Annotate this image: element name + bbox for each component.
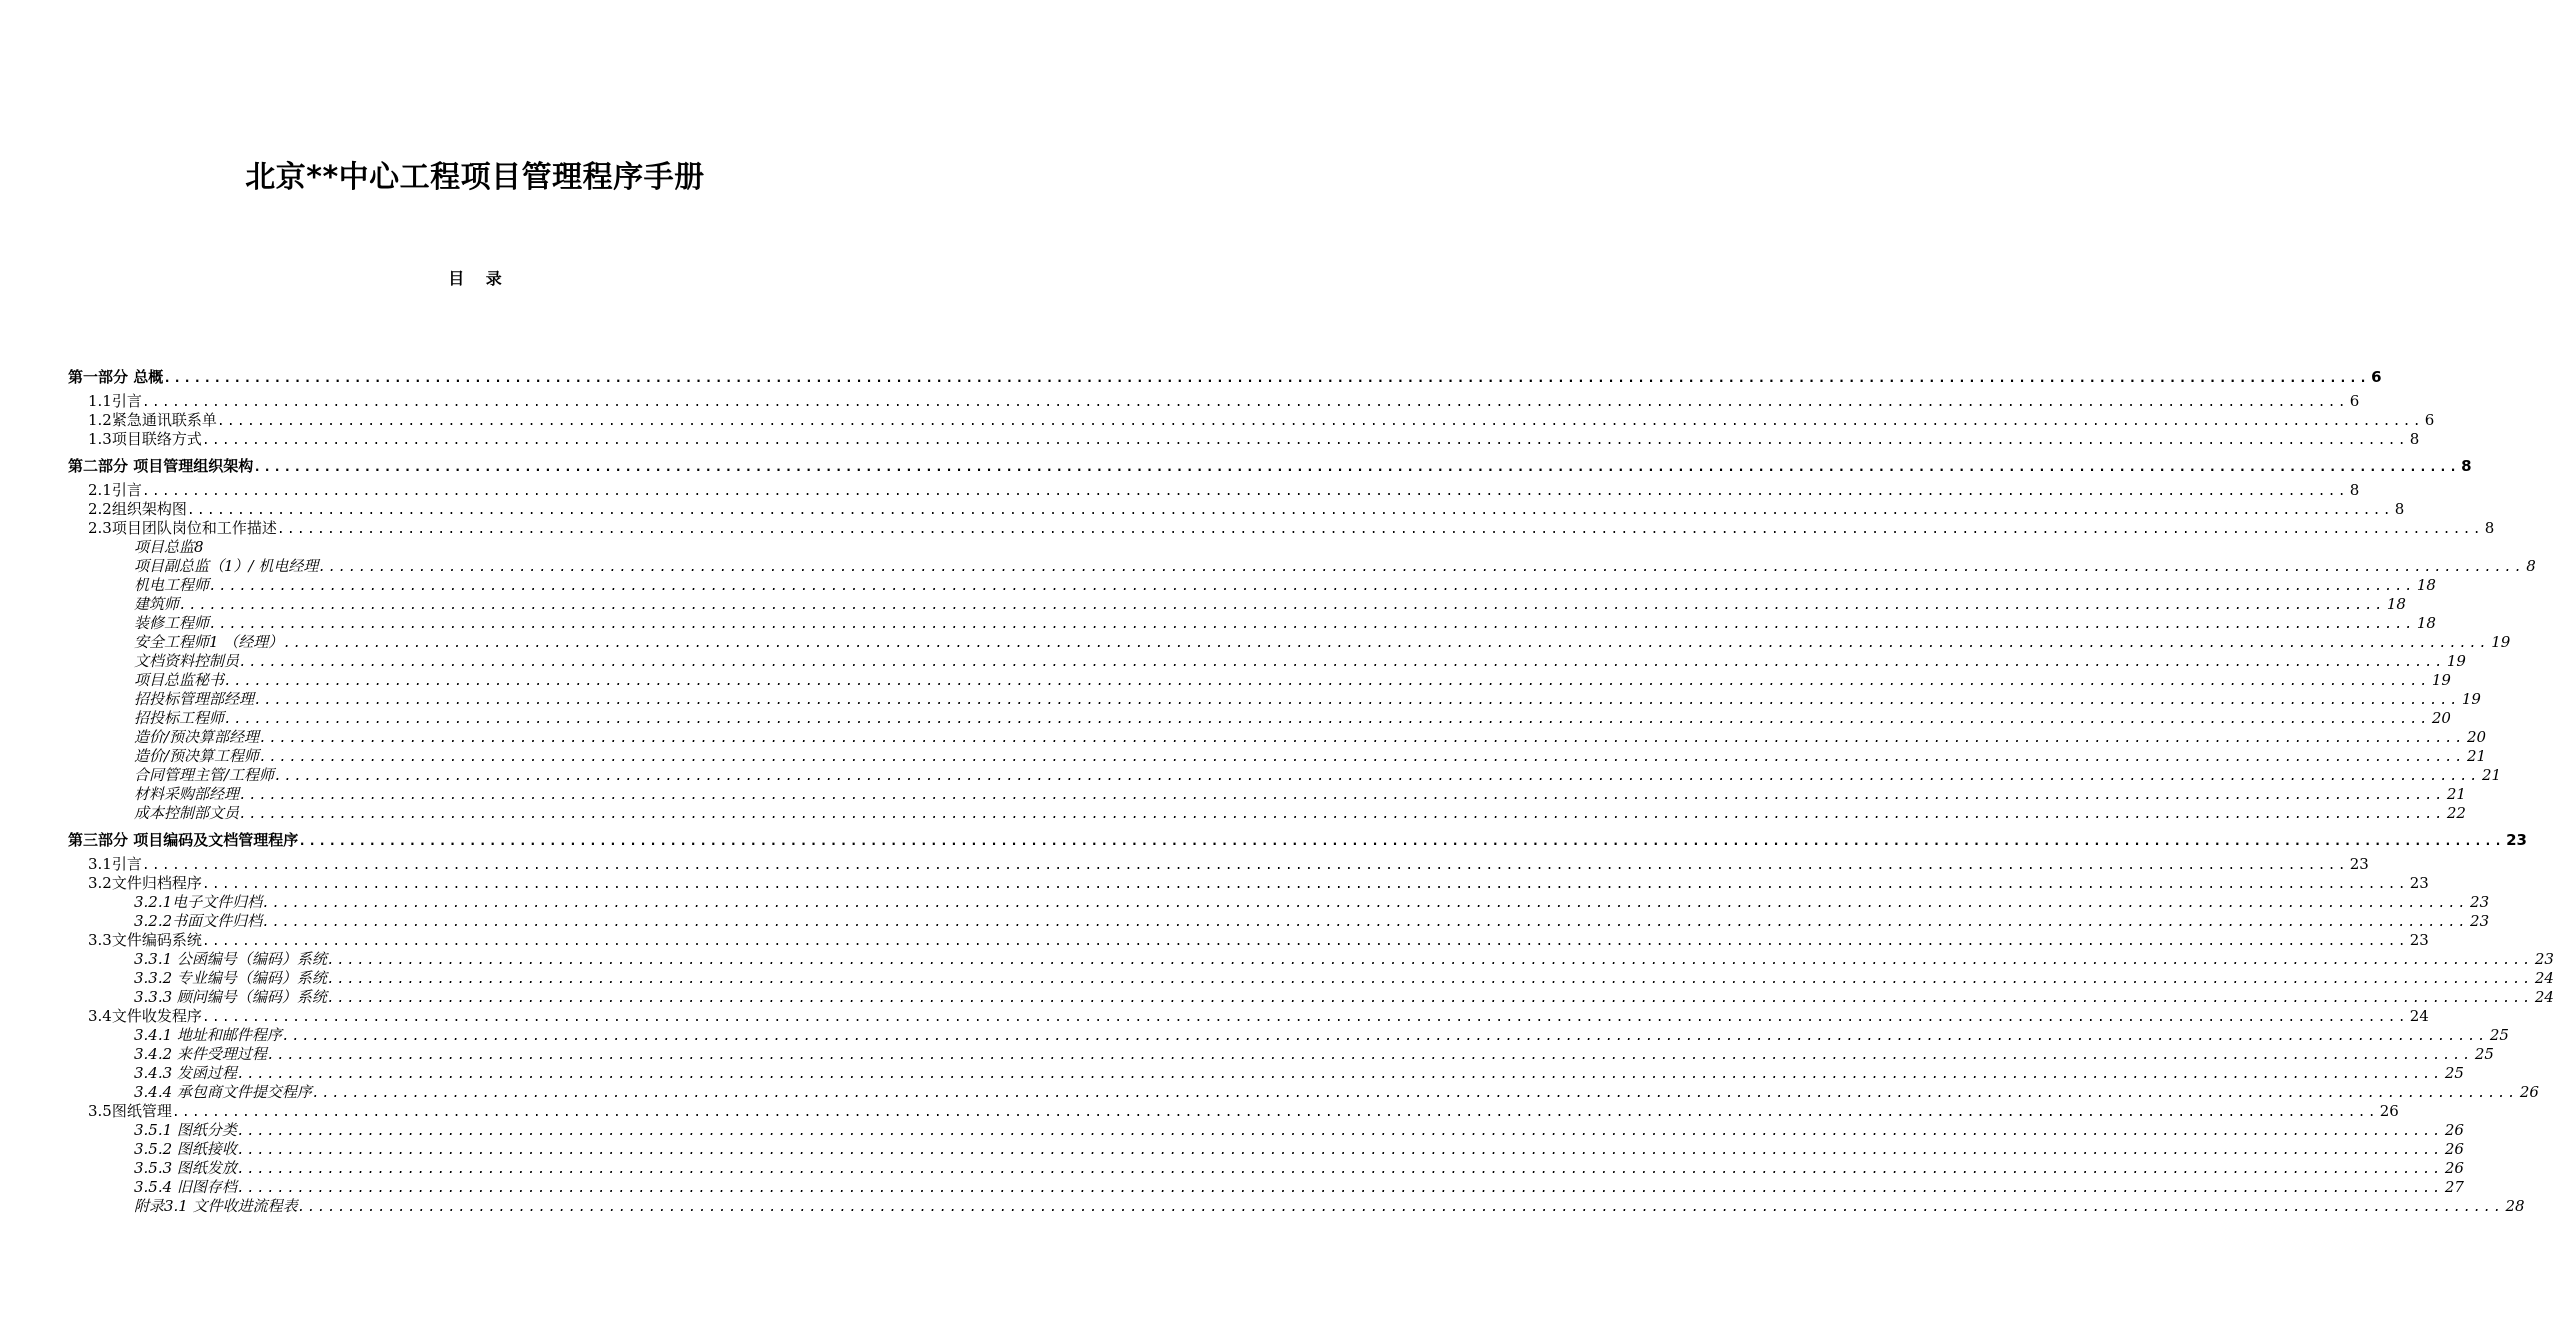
toc-entry-title: 造价/预决算部经理 [134, 728, 260, 746]
toc-dot-leader: ............................................................................................................................................................................................................................ [216, 414, 2423, 429]
toc-entry[interactable] [68, 893, 2490, 912]
toc-entry[interactable] [68, 804, 2466, 823]
toc-dot-leader: ............................................................................................................................................................................................................................ [209, 579, 2415, 594]
toc-entry-title: 1.3项目联络方式 [88, 430, 202, 448]
toc-entry-title: 招投标工程师 [134, 709, 225, 727]
toc-entry[interactable] [68, 1159, 2464, 1178]
toc-entry-page: 21 [2466, 747, 2487, 765]
toc-entry-title: 第一部分 总概 [68, 368, 164, 386]
toc-dot-leader: ............................................................................................................................................................................................................................ [254, 693, 2460, 708]
table-of-contents [68, 366, 2554, 1216]
toc-entry-page: 25 [2474, 1045, 2494, 1063]
toc-dot-leader: ............................................................................................................................................................................................................................ [253, 460, 2460, 475]
toc-entry[interactable] [68, 1102, 2399, 1121]
toc-dot-leader: ............................................................................................................................................................................................................................ [201, 1010, 2408, 1025]
toc-dot-leader: ............................................................................................................................................................................................................................ [259, 750, 2465, 765]
toc-entry[interactable] [68, 1007, 2429, 1026]
toc-dot-leader: ............................................................................................................................................................................................................................ [318, 560, 2525, 575]
toc-dot-leader: ............................................................................................................................................................................................................................ [209, 617, 2415, 632]
toc-entry[interactable] [68, 829, 2527, 851]
toc-entry[interactable] [68, 557, 2536, 576]
toc-entry-page: 19 [2491, 633, 2511, 651]
toc-dot-leader: ............................................................................................................................................................................................................................ [236, 1181, 2443, 1196]
toc-entry-page: 26 [2379, 1102, 2399, 1120]
toc-entry-title: 3.4.3 发函过程 [134, 1064, 237, 1082]
toc-entry-page: 19 [2446, 652, 2466, 670]
toc-dot-leader: ............................................................................................................................................................................................................................ [236, 1143, 2443, 1158]
toc-dot-leader: ............................................................................................................................................................................................................................ [283, 636, 2490, 651]
toc-entry-page: 8 [2484, 519, 2495, 537]
toc-entry-page: 23 [2409, 874, 2429, 892]
toc-entry[interactable] [68, 1178, 2464, 1197]
toc-entry[interactable] [68, 595, 2406, 614]
toc-dot-leader: ............................................................................................................................................................................................................................ [163, 371, 2370, 386]
toc-dot-leader: ............................................................................................................................................................................................................................ [171, 1105, 2378, 1120]
toc-entry-title: 2.1引言 [88, 481, 142, 499]
toc-entry-title: 第二部分 项目管理组织架构 [68, 457, 254, 475]
toc-entry-title: 3.3.2 专业编号（编码）系统 [134, 969, 327, 987]
toc-dot-leader: ............................................................................................................................................................................................................................ [201, 877, 2408, 892]
toc-entry[interactable] [68, 1197, 2525, 1216]
toc-entry-title: 3.5.2 图纸接收 [134, 1140, 237, 1158]
toc-entry[interactable] [68, 931, 2429, 950]
toc-dot-leader: ............................................................................................................................................................................................................................ [326, 972, 2533, 987]
toc-dot-leader: ............................................................................................................................................................................................................................ [236, 1162, 2443, 1177]
toc-entry-title: 3.4文件收发程序 [88, 1007, 202, 1025]
toc-entry-title: 3.5图纸管理 [88, 1102, 172, 1120]
toc-entry-title: 3.2.1电子文件归档 [134, 893, 263, 911]
toc-entry[interactable] [68, 481, 2360, 500]
toc-entry-title: 3.3.1 公函编号（编码）系统 [134, 950, 327, 968]
toc-entry-page: 26 [2519, 1083, 2539, 1101]
document-title: 北京**中心工程项目管理程序手册 [245, 160, 705, 195]
toc-dot-leader: ............................................................................................................................................................................................................................ [262, 915, 2469, 930]
toc-entry[interactable] [68, 430, 2420, 449]
toc-entry-page: 8 [2349, 481, 2360, 499]
toc-entry-title: 附录3.1 文件收进流程表 [134, 1197, 298, 1215]
toc-entry-title: 文档资料控制员 [134, 652, 240, 670]
toc-entry[interactable] [68, 519, 2495, 538]
toc-entry-page: 6 [2371, 368, 2382, 386]
toc-entry[interactable] [68, 912, 2490, 931]
toc-entry-page: 19 [2431, 671, 2451, 689]
toc-entry-page: 24 [2534, 969, 2554, 987]
toc-dot-leader: ............................................................................................................................................................................................................................ [141, 858, 2348, 873]
toc-entry[interactable] [68, 1045, 2494, 1064]
toc-entry-page: 19 [2461, 690, 2481, 708]
toc-entry-title: 1.2紧急通讯联系单 [88, 411, 217, 429]
toc-entry-page: 20 [2431, 709, 2451, 727]
toc-entry[interactable] [68, 766, 2502, 785]
toc-dot-leader: ............................................................................................................................................................................................................................ [179, 598, 2385, 613]
toc-entry[interactable] [68, 366, 2382, 388]
toc-entry-page: 18 [2386, 595, 2406, 613]
toc-entry-page: 26 [2444, 1159, 2464, 1177]
toc-entry-title: 建筑师 [134, 595, 180, 613]
toc-entry[interactable] [68, 392, 2360, 411]
toc-entry-title: 机电工程师 [134, 576, 210, 594]
toc-entry-page: 8 [2526, 557, 2536, 575]
toc-entry-title: 安全工程师1 （经理） [134, 633, 284, 651]
toc-dot-leader: ............................................................................................................................................................................................................................ [298, 834, 2505, 849]
toc-entry-title: 造价/预决算工程师 [134, 747, 260, 765]
toc-dot-leader: ............................................................................................................................................................................................................................ [236, 1124, 2443, 1139]
toc-entry-page: 6 [2424, 411, 2435, 429]
toc-entry[interactable] [68, 690, 2481, 709]
toc-dot-leader: ............................................................................................................................................................................................................................ [186, 503, 2393, 518]
toc-entry-page: 23 [2349, 855, 2369, 873]
toc-entry-title: 3.5.1 图纸分类 [134, 1121, 237, 1139]
toc-entry[interactable] [68, 709, 2451, 728]
toc-entry-page: 24 [2534, 988, 2554, 1006]
toc-entry[interactable] [68, 671, 2451, 690]
toc-dot-leader: ............................................................................................................................................................................................................................ [297, 1200, 2504, 1215]
toc-dot-leader: ............................................................................................................................................................................................................................ [236, 1067, 2443, 1082]
toc-heading [0, 266, 950, 289]
toc-entry[interactable] [68, 1121, 2464, 1140]
toc-entry-title: 3.4.2 来件受理过程 [134, 1045, 267, 1063]
toc-entry-title: 合同管理主管/工程师 [134, 766, 275, 784]
toc-entry-page: 18 [2416, 614, 2436, 632]
toc-entry-title: 3.2.2书面文件归档 [134, 912, 263, 930]
toc-entry[interactable] [68, 855, 2369, 874]
toc-dot-leader: ............................................................................................................................................................................................................................ [239, 788, 2445, 803]
toc-entry[interactable] [68, 538, 790, 557]
toc-entry-title: 3.4.4 承包商文件提交程序 [134, 1083, 312, 1101]
toc-entry-page: 23 [2534, 950, 2554, 968]
toc-entry-title: 成本控制部文员 [134, 804, 240, 822]
toc-entry-page: 22 [2446, 804, 2466, 822]
toc-entry[interactable] [68, 633, 2511, 652]
toc-dot-leader: ............................................................................................................................................................................................................................ [141, 484, 2348, 499]
toc-entry-page: 28 [2505, 1197, 2525, 1215]
toc-dot-leader: ............................................................................................................................................................................................................................ [311, 1086, 2518, 1101]
toc-entry-page: 21 [2446, 785, 2466, 803]
toc-entry-title: 项目副总监（1）/ 机电经理 [134, 557, 319, 575]
toc-dot-leader: ............................................................................................................................................................................................................................ [239, 807, 2445, 822]
toc-entry-page: 26 [2444, 1121, 2464, 1139]
toc-entry-title: 项目总监8 [134, 538, 204, 556]
toc-entry[interactable] [68, 576, 2436, 595]
toc-entry[interactable] [68, 1064, 2464, 1083]
toc-dot-leader: ............................................................................................................................................................................................................................ [276, 522, 2483, 537]
toc-entry[interactable] [68, 728, 2487, 747]
toc-entry-title: 1.1引言 [88, 392, 142, 410]
toc-entry-page: 8 [2461, 457, 2472, 475]
toc-dot-leader: ............................................................................................................................................................................................................................ [326, 953, 2533, 968]
toc-dot-leader: ............................................................................................................................................................................................................................ [262, 896, 2469, 911]
toc-entry-page: 8 [2409, 430, 2420, 448]
toc-entry-page: 23 [2409, 931, 2429, 949]
toc-entry-title: 3.1引言 [88, 855, 142, 873]
toc-entry-page: 23 [2470, 912, 2490, 930]
toc-dot-leader: ............................................................................................................................................................................................................................ [201, 934, 2408, 949]
toc-dot-leader: ............................................................................................................................................................................................................................ [239, 655, 2445, 670]
toc-entry[interactable] [68, 411, 2435, 430]
toc-entry-title: 招投标管理部经理 [134, 690, 255, 708]
toc-dot-leader: ............................................................................................................................................................................................................................ [259, 731, 2465, 746]
toc-entry-page: 18 [2416, 576, 2436, 594]
toc-entry[interactable] [68, 969, 2554, 988]
toc-entry[interactable] [68, 950, 2554, 969]
toc-dot-leader: ............................................................................................................................................................................................................................ [326, 991, 2533, 1006]
toc-entry-title: 3.5.4 旧图存档 [134, 1178, 237, 1196]
toc-entry[interactable] [68, 652, 2466, 671]
toc-entry-title: 3.3文件编码系统 [88, 931, 202, 949]
toc-dot-leader: ............................................................................................................................................................................................................................ [141, 395, 2348, 410]
toc-dot-leader: ............................................................................................................................................................................................................................ [274, 769, 2480, 784]
toc-entry-title: 3.2文件归档程序 [88, 874, 202, 892]
toc-entry-page: 25 [2444, 1064, 2464, 1082]
toc-entry-title: 2.2组织架构图 [88, 500, 187, 518]
toc-entry-title: 3.5.3 图纸发放 [134, 1159, 237, 1177]
toc-entry[interactable] [68, 874, 2429, 893]
toc-entry-title: 装修工程师 [134, 614, 210, 632]
toc-entry-title: 3.4.1 地址和邮件程序 [134, 1026, 282, 1044]
toc-entry[interactable] [68, 500, 2405, 519]
toc-entry-title: 项目总监秘书 [134, 671, 225, 689]
toc-entry-page: 21 [2481, 766, 2502, 784]
toc-entry-title: 材料采购部经理 [134, 785, 240, 803]
toc-entry[interactable] [68, 988, 2554, 1007]
toc-entry-title: 2.3项目团队岗位和工作描述 [88, 519, 277, 537]
toc-entry-page: 23 [2470, 893, 2490, 911]
toc-entry[interactable] [68, 455, 2472, 477]
toc-entry-title: 第三部分 项目编码及文档管理程序 [68, 831, 299, 849]
toc-entry-page: 6 [2349, 392, 2360, 410]
toc-entry-page: 8 [2394, 500, 2405, 518]
toc-entry[interactable] [68, 1083, 2539, 1102]
toc-dot-leader: ............................................................................................................................................................................................................................ [224, 674, 2430, 689]
toc-entry-page: 23 [2506, 831, 2527, 849]
toc-entry[interactable] [68, 785, 2466, 804]
toc-entry-title: 3.3.3 顾问编号（编码）系统 [134, 988, 327, 1006]
toc-dot-leader: ............................................................................................................................................................................................................................ [266, 1048, 2473, 1063]
toc-heading-char-1: 目 [448, 269, 465, 288]
toc-entry[interactable] [68, 614, 2436, 633]
toc-dot-leader: ............................................................................................................................................................................................................................ [201, 433, 2408, 448]
toc-entry-page: 20 [2466, 728, 2487, 746]
toc-dot-leader: ............................................................................................................................................................................................................................ [281, 1029, 2488, 1044]
toc-entry[interactable] [68, 1140, 2464, 1159]
toc-entry-page: 27 [2444, 1178, 2464, 1196]
toc-entry-page: 25 [2489, 1026, 2509, 1044]
toc-entry[interactable] [68, 1026, 2509, 1045]
toc-heading-char-2: 录 [485, 269, 502, 288]
toc-entry-page: 24 [2409, 1007, 2429, 1025]
toc-dot-leader: ............................................................................................................................................................................................................................ [224, 712, 2430, 727]
toc-entry-page: 26 [2444, 1140, 2464, 1158]
toc-entry[interactable] [68, 747, 2487, 766]
